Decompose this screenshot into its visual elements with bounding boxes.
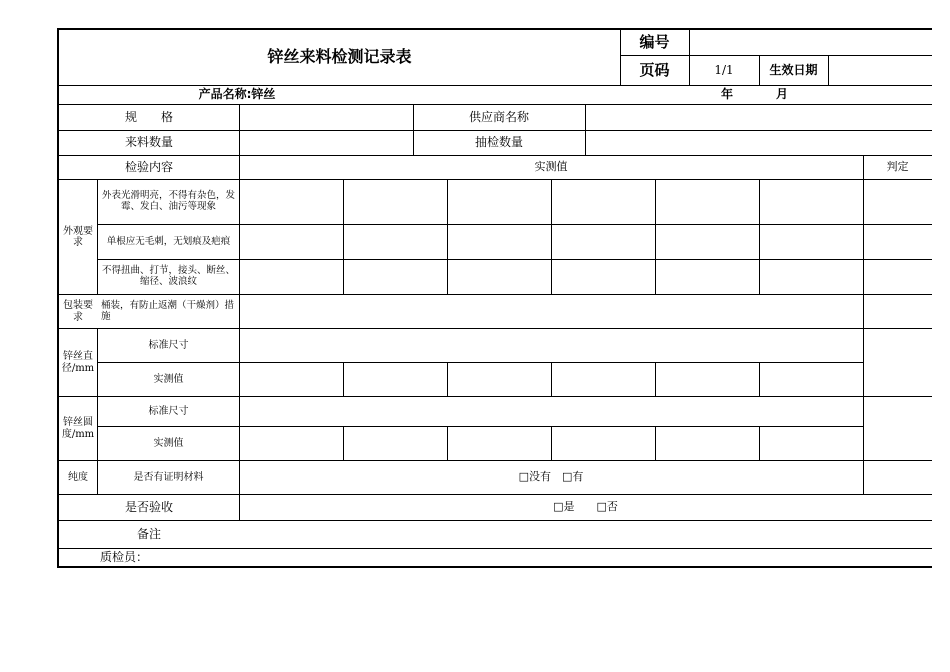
supplier-label: 供应商名称 — [468, 109, 529, 124]
inspector-label: 质检员： — [100, 549, 149, 564]
col-divider — [585, 104, 586, 155]
measured-header: 实测值 — [534, 160, 568, 174]
diameter-standard-label: 标准尺寸 — [148, 339, 189, 351]
number-value[interactable] — [689, 30, 932, 55]
col-divider — [863, 155, 864, 494]
remarks-field[interactable] — [239, 521, 932, 548]
spec-label: 规 格 — [124, 109, 173, 124]
col-divider — [759, 362, 760, 396]
month-label: 月 — [775, 87, 788, 102]
col-divider — [239, 104, 240, 155]
col-divider — [551, 426, 552, 460]
col-divider — [759, 179, 760, 294]
col-divider — [343, 426, 344, 460]
product-name: 产品名称:锌丝 — [198, 87, 276, 102]
purity-options[interactable]: □没有 □有 — [518, 470, 584, 484]
acceptance-label: 是否验收 — [124, 499, 173, 514]
roundness-label: 锌丝圆度/mm — [61, 417, 95, 440]
acceptance-options[interactable]: □是 □否 — [553, 500, 618, 514]
appearance-item-1: 外表光滑明亮，不得有杂色，发霉、发白、油污等现象 — [101, 190, 235, 212]
appearance-label: 外观要求 — [63, 225, 93, 248]
number-label: 编号 — [639, 32, 670, 51]
roundness-standard-label: 标准尺寸 — [148, 405, 189, 417]
sample-qty-label: 抽检数量 — [474, 135, 523, 150]
page-value: 1/1 — [714, 62, 734, 77]
incoming-qty-label: 来料数量 — [124, 135, 173, 150]
packaging-item: 桶装，有防止返潮（干燥剂）措施 — [101, 299, 235, 322]
appearance-item-3: 不得扭曲、打节，接头、断丝、缩径、波浪纹 — [101, 265, 235, 287]
year-label: 年 — [720, 87, 733, 102]
packaging-label: 包装要求 — [63, 300, 93, 323]
col-divider — [551, 362, 552, 396]
form-border-bottom — [57, 566, 932, 568]
col-divider — [343, 362, 344, 396]
col-divider — [655, 179, 656, 294]
col-divider — [447, 362, 448, 396]
diameter-label: 锌丝直径/mm — [61, 351, 95, 374]
effective-date-value[interactable] — [828, 56, 932, 85]
purity-item: 是否有证明材料 — [133, 471, 204, 483]
appearance-item-2: 单根应无毛刺，无划痕及疤痕 — [106, 235, 231, 247]
col-divider — [655, 426, 656, 460]
form-title: 锌丝来料检测记录表 — [267, 47, 412, 67]
col-divider — [759, 426, 760, 460]
col-divider — [343, 179, 344, 294]
page-label: 页码 — [639, 60, 670, 79]
remarks-label: 备注 — [136, 526, 161, 541]
judgment-header: 判定 — [886, 160, 909, 174]
inspection-item-header: 检验内容 — [124, 159, 173, 174]
col-divider — [655, 362, 656, 396]
col-divider — [551, 179, 552, 294]
inspection-record-form — [57, 28, 932, 568]
col-divider — [447, 179, 448, 294]
purity-label: 纯度 — [68, 471, 88, 483]
diameter-measured-label: 实测值 — [153, 373, 184, 385]
effective-date-label: 生效日期 — [769, 62, 818, 77]
col-divider — [447, 426, 448, 460]
roundness-measured-label: 实测值 — [153, 437, 184, 449]
